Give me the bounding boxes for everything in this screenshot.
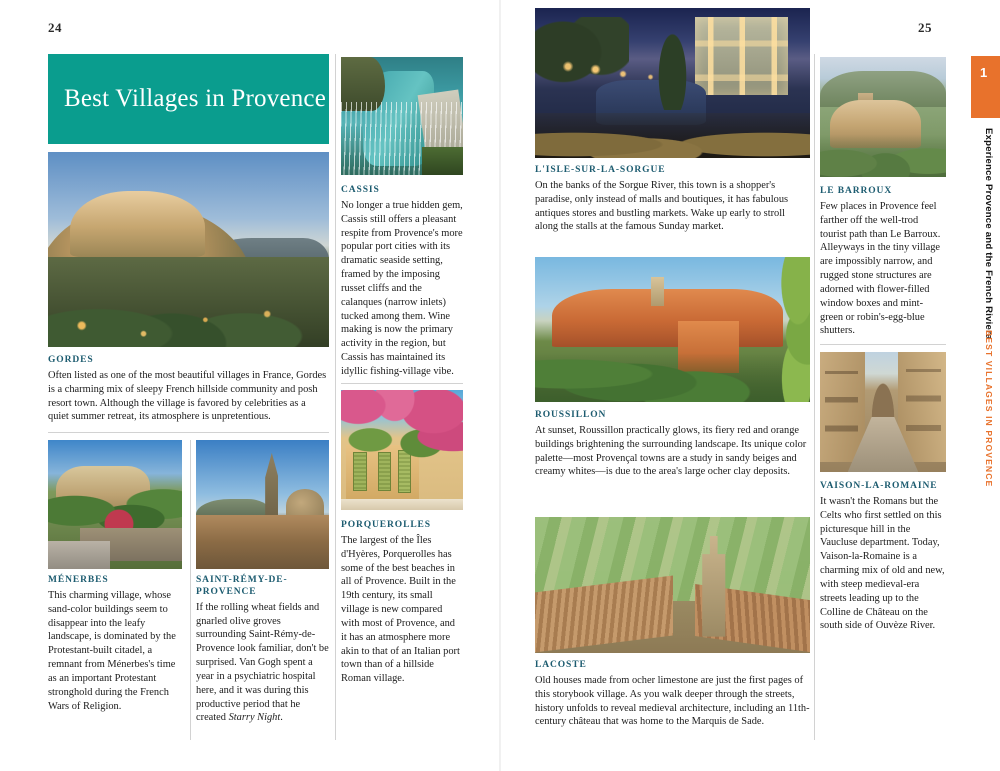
caption-heading-porquerolles: PORQUEROLLES <box>341 520 431 530</box>
page-gutter <box>499 0 501 771</box>
caption-heading-isle-sur-la-sorgue: L'ISLE-SUR-LA-SORGUE <box>535 165 666 175</box>
divider-column-4 <box>814 54 815 740</box>
running-head-section: BEST VILLAGES IN PROVENCE <box>984 330 994 488</box>
photo-le-barroux <box>820 57 946 177</box>
caption-porquerolles <box>341 520 463 686</box>
caption-heading-gordes: GORDES <box>48 355 94 365</box>
photo-roussillon <box>535 257 810 402</box>
caption-body-cassis: No longer a true hidden gem, Cassis still offers a pleasant respite from Provence's more popular port cities with its dramatic seaside setting, framed by the imposing russet cliffs and the calanques (narrow inlets) tucked among them. Wine making is now the primary activity in the region, but Cassis has maintained its idyllic fishing-village vibe. <box>341 199 463 377</box>
divider-left-vertical <box>190 440 191 740</box>
photo-menerbes <box>48 440 182 569</box>
caption-body-saint-remy-part2: . <box>280 712 283 724</box>
photo-porquerolles <box>341 390 463 510</box>
caption-vaison-la-romaine <box>820 481 946 633</box>
caption-cassis <box>341 185 463 379</box>
caption-heading-menerbes: MÉNERBES <box>48 575 109 585</box>
caption-le-barroux <box>820 186 946 338</box>
running-head-chapter: Experience Provence and the French Riviera <box>983 128 994 340</box>
caption-body-vaison-la-romaine: It wasn't the Romans but the Celts who first settled on this picturesque hill in the Vaucluse department. Today, Vaison-la-Romaine is a charming mix of old and new, with steep medieval-era streets leading up to the Colline de Château on the south side of Ouvèze River. <box>820 495 945 632</box>
caption-body-saint-remy <box>196 601 329 725</box>
caption-heading-lacoste: LACOSTE <box>535 660 587 670</box>
caption-heading-roussillon: ROUSSILLON <box>535 410 607 420</box>
caption-heading-saint-remy: SAINT-RÉMY-DE-PROVENCE <box>196 575 288 597</box>
photo-gordes <box>48 152 329 347</box>
divider-column-2-mid <box>341 383 463 384</box>
page-number-left: 24 <box>48 20 62 35</box>
caption-body-isle-sur-la-sorgue: On the banks of the Sorgue River, this town is a shopper's paradise, only instead of malls and boutiques, it has fabulous antiques stores and bustling markets. Wake up early to stroll along the stalls at the famous Sunday market. <box>535 179 789 233</box>
caption-heading-le-barroux: LE BARROUX <box>820 186 893 196</box>
caption-body-porquerolles: The largest of the Îles d'Hyères, Porquerolles has some of the best beaches in all of Provence. Built in the 19th century, its small village is new compared with most of Provence, and it has an atmosphere more akin to that of an Italian port town than of a hillside Roman village. <box>341 534 460 685</box>
caption-menerbes <box>48 575 182 713</box>
photo-cassis <box>341 57 463 175</box>
caption-isle-sur-la-sorgue <box>535 165 810 234</box>
chapter-tab <box>971 56 1000 118</box>
caption-body-lacoste: Old houses made from ocher limestone are just the first pages of this storybook village. As you walk deeper through the streets, history unfolds to reveal medieval architecture, including an 11th-century château that was home to the Marquis de Sade. <box>535 674 810 728</box>
caption-gordes <box>48 355 329 424</box>
divider-left-upper <box>48 432 329 433</box>
caption-saint-remy <box>196 575 329 725</box>
caption-body-saint-remy-italic: Starry Night <box>228 712 281 724</box>
caption-roussillon <box>535 410 810 479</box>
caption-body-gordes: Often listed as one of the most beautiful villages in France, Gordes is a charming mix of sleepy French hillside community and posh resort town. Although the village is favored by celebrities as a quiet summer retreat, its atmosphere is unpretentious. <box>48 369 327 423</box>
caption-body-le-barroux: Few places in Provence feel farther off the well-trod tourist path than Le Barroux. Alleyways in the tiny village are impossibly narrow, and rugged stone structures are adorned with flower-filled window boxes and mint-green or robin's-egg-blue shutters. <box>820 200 941 337</box>
caption-lacoste <box>535 660 810 729</box>
page-number-right: 25 <box>918 20 932 35</box>
section-title-text: Best Villages in Provence <box>64 85 327 112</box>
photo-isle-sur-la-sorgue <box>535 8 810 158</box>
caption-heading-vaison-la-romaine: VAISON-LA-ROMAINE <box>820 481 938 491</box>
caption-body-menerbes: This charming village, whose sand-color buildings seem to disappear into the leafy landscape, is dominated by the Protestant-built citadel, a remnant from Ménerbes's time as an important Protestant stronghold during the French Wars of Religion. <box>48 589 176 712</box>
section-title-banner <box>48 54 329 144</box>
divider-column-2 <box>335 54 336 740</box>
divider-column-4-mid <box>820 344 946 345</box>
chapter-number: 1 <box>980 65 988 80</box>
photo-lacoste <box>535 517 810 653</box>
caption-body-saint-remy-part1: If the rolling wheat fields and gnarled olive groves surrounding Saint-Rémy-de-Provence look familiar, don't be surprised. Van Gogh spent a year in a psychiatric hospital here, and it was during this productive period that he created <box>196 601 329 724</box>
caption-heading-cassis: CASSIS <box>341 185 380 195</box>
photo-saint-remy <box>196 440 329 569</box>
photo-vaison-la-romaine <box>820 352 946 472</box>
caption-body-roussillon: At sunset, Roussillon practically glows, its fiery red and orange buildings brightening the surrounding landscape. Its unique color palette—most Provençal towns are a study in sandy beiges and creamy whites—is due to the area's large ocher clay deposits. <box>535 424 807 478</box>
